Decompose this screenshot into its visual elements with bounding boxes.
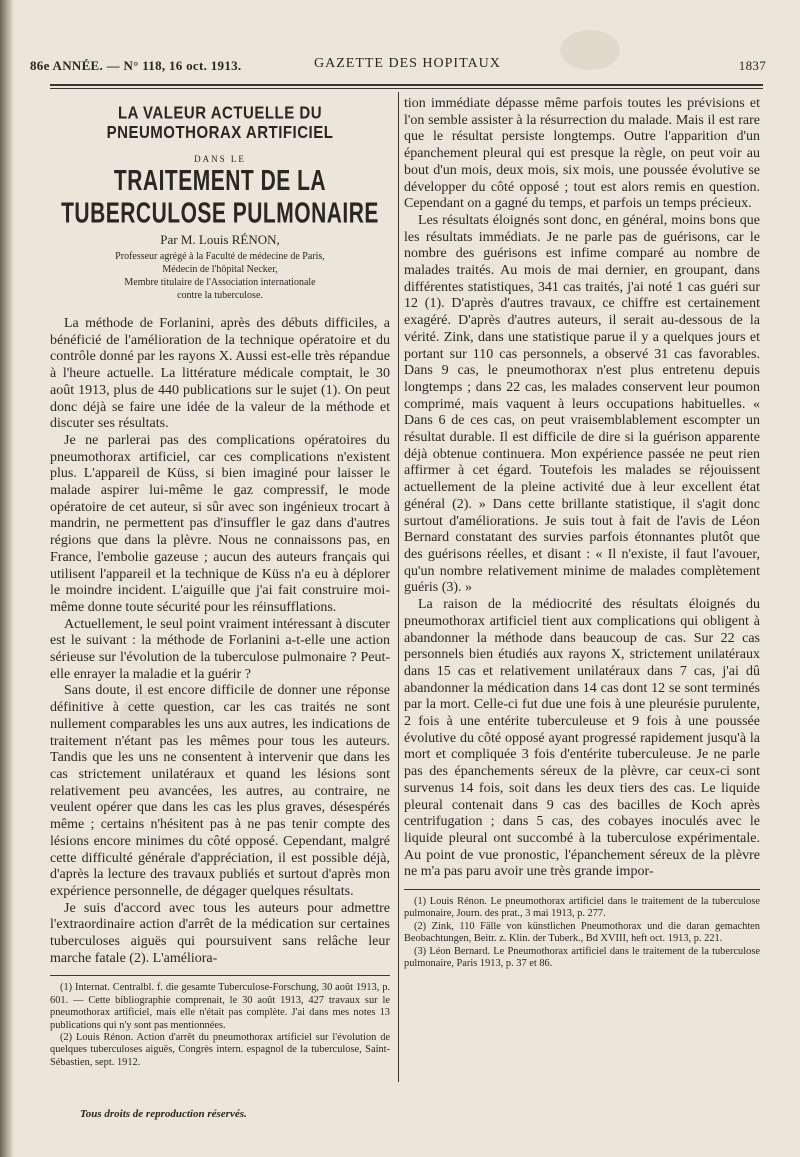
affiliation-line: Médecin de l'hôpital Necker, bbox=[162, 264, 278, 275]
body-paragraph: Actuellement, le seul point vraiment intéressant à discuter est le suivant : la méthode de Forlanini a-t-elle une action sérieuse sur l'évolution de la tuberculose pulmonaire ? Peut-elle enrayer la maladie et la guérir ? bbox=[50, 616, 390, 682]
body-paragraph: Les résultats éloignés sont donc, en général, moins bons que les résultats immédiats. Je ne parle pas de guérisons, car le nombre des guérisons est infime comparé au nombre de malades traités. Au mois de mai dernier, en groupant, dans différentes statistiques, 341 cas traités, j'ai noté 1 cas guéri sur 12 (1). D'après d'autres travaux, ce chiffre est certainement exagéré. D'après d'autres auteurs, il serait au-dessous de la vérité. Zink, dans une statistique parue il y a quelques jours et portant sur 110 cas personnels, a observé 31 cas favorables. Dans 9 cas, le pneumothorax n'est plus entretenu depuis longtemps ; dans 22 cas, les malades conservent leur poumon comprimé, mais vaquent à leurs occupations habituelles. « Dans 6 de ces cas, on peut vraisemblablement escompter un résultat durable. Il est difficile de dire si la guérison apparente déjà obtenue continuera. Mon expérience passée ne peut rien affirmer à cet égard. Toutefois les malades se réjouissent actuellement de la pleine activité due à leur excellent état général (2). » Dans cette brillante statistique, il s'agit donc surtout d'améliorations. Je suis tout à fait de l'avis de Léon Bernard constatant des survies parfois étonnantes plutôt que des guérisons réelles, et disant : « Il n'existe, il faut l'avouer, qu'un nombre relativement minime de malades complètement guéris (3). » bbox=[404, 212, 760, 596]
footnote: (2) Louis Rénon. Action d'arrêt du pneumothorax artificiel sur l'évolution de quelques tuberculoses aiguës, Congrès intern. espagnol de la tuberculose, Saint-Sébastien, sept. 1912. bbox=[50, 1032, 390, 1068]
right-footnotes bbox=[404, 896, 760, 970]
running-header bbox=[30, 56, 766, 76]
page-binding-shadow bbox=[0, 0, 14, 1157]
left-body bbox=[50, 316, 390, 967]
footnote: (3) Léon Bernard. Le Pneumothorax artificiel dans le traitement de la tuberculose pulmonaire, Paris 1913, p. 37 et 86. bbox=[404, 945, 760, 970]
footnote-rule bbox=[404, 889, 760, 890]
article-title-line1: LA VALEUR ACTUELLE DU PNEUMOTHORAX ARTIFICIEL bbox=[106, 103, 334, 143]
right-body bbox=[404, 96, 760, 881]
author-byline: Par M. Louis RÉNON, bbox=[160, 232, 280, 247]
footnote: (2) Zink, 110 Fälle von künstlichen Pneumothorax und die daran gemachten Beobachtungen, Beitr. z. Klin. der Tuberk., Bd XVIII, heft oct. 1913, p. 221. bbox=[404, 920, 760, 945]
rights-notice: Tous droits de reproduction réservés. bbox=[80, 1108, 247, 1120]
affiliation-line: Professeur agrégé à la Faculté de médecine de Paris, bbox=[115, 251, 325, 262]
affiliation-line: contre la tuberculose. bbox=[177, 290, 263, 301]
article-title-main: TRAITEMENT DE LA TUBERCULOSE PULMONAIRE bbox=[61, 165, 379, 230]
body-paragraph: Sans doute, il est encore difficile de donner une réponse définitive à cette question, car les cas traités ne sont nullement comparables les uns aux autres, les indications de traitement n'étant pas les mêmes pour tous les auteurs. Tandis que les uns ne consentent à intervenir que dans les cas strictement unilatéraux et quand les lésions sont relativement peu avancées, les autres, au contraire, ne veulent opérer que dans les cas les plus graves, désespérés même ; certains n'hésitent pas à ne pas tenir compte des lésions encore minimes du côté opposé. Cependant, malgré cette difficulté générale d'appréciation, il est possible déjà, d'après la lecture des travaux publiés et surtout d'après mon expérience personnelle, de dégager quelques résultats. bbox=[50, 683, 390, 899]
left-column bbox=[50, 96, 390, 1069]
issue-info: 86e ANNÉE. — N° 118, 16 oct. 1913. bbox=[30, 58, 242, 73]
footnote: (1) Internat. Centralbl. f. die gesamte Tuberculose-Forschung, 30 août 1913, p. 601. — Cette bibliographie comprenait, le 30 août 1913, 427 travaux sur le pneumothorax artificiel, mais elle n'était pas complète. J'ai dans mes notes 13 publications qui n'y sont pas mentionnées. bbox=[50, 982, 390, 1031]
body-paragraph: Je suis d'accord avec tous les auteurs pour admettre l'extraordinaire action d'arrêt de la médication sur certaines tuberculoses aiguës qui poursuivent sans relâche leur marche fatale (2). L'améliora- bbox=[50, 900, 390, 966]
body-paragraph: La raison de la médiocrité des résultats éloignés du pneumothorax artificiel tient aux complications qui obligent à abandonner la méthode dans beaucoup de cas. Sur 22 cas personnels bien étudiés aux rayons X, strictement unilatéraux dans 15 cas et relativement unilatéraux dans 7 cas, j'ai dû abandonner la médication dans 14 cas dont 12 se sont terminés par la mort. Celle-ci fut due une fois à une pleurésie purulente, 2 fois à une entérite tuberculeuse et 9 fois à une poussée évolutive du côté opposé ayant progressé rapidement jusqu'à la mort et compliquée 3 fois d'entérite tuberculeuse. Je ne parle pas des épanchements séreux de la plèvre, car ceux-ci sont survenus 14 fois, soit dans les deux tiers des cas. Le liquide pleural contenait dans 9 cas des bacilles de Koch après centrifugation ; dans 5 cas, des cobayes inoculés avec le liquide pleural ont succombé à la tuberculose expérimentale. Au point de vue pronostic, l'épanchement séreux de la plèvre ne m'a pas paru avoir une très grande impor- bbox=[404, 597, 760, 880]
header-rule-thin bbox=[50, 88, 763, 89]
body-paragraph: La méthode de Forlanini, après des débuts difficiles, a bénéficié de l'amélioration de la technique opératoire et du contrôle donné par les rayons X. Aussi est-elle très répandue à l'heure actuelle. La littérature médicale comptait, le 30 août 1913, plus de 440 publications sur le sujet (1). On peut donc déjà se faire une idée de la valeur de la méthode et discuter ses résultats. bbox=[50, 316, 390, 432]
right-column bbox=[404, 96, 760, 970]
footnote: (1) Louis Rénon. Le pneumothorax artificiel dans le traitement de la tuberculose pulmonaire, Journ. des prat., 3 mai 1913, p. 277. bbox=[404, 896, 760, 920]
body-paragraph: tion immédiate dépasse même parfois toutes les prévisions et l'on semble assister à la résurrection du malade. Mais il est rare que le résultat persiste longtemps. Outre l'apparition d'un épanchement pleural qui est presque la règle, on peut voir au bout d'un mois, deux mois, six mois, une poussée évolutive se développer du côté opposé ; tout est alors remis en question. Cependant on a gagné du temps, et parfois un temps précieux. bbox=[404, 96, 760, 212]
footnote-rule bbox=[50, 975, 390, 976]
column-separator bbox=[398, 92, 399, 1082]
page-number: 1837 bbox=[738, 58, 766, 73]
left-footnotes bbox=[50, 982, 390, 1069]
article-title-line2: DANS LE bbox=[194, 154, 246, 164]
header-rule-thick bbox=[50, 84, 763, 86]
body-paragraph: Je ne parlerai pas des complications opératoires du pneumothorax artificiel, car ces complications n'existent plus. L'appareil de Küss, si bien imaginé pour laisser le malade aspirer lui-même le gaz compressif, le mode opératoire de cet auteur, si sûr avec son ingénieux trocart à mandrin, ne permettent pas d'insuffler le gaz dans d'autres régions que dans la plèvre. Nous ne connaissons pas, en France, l'embolie gazeuse ; aucun des auteurs français qui utilisent l'appareil et la technique de Küss n'a eu à déplorer le moindre incident. L'aiguille que j'ai fait construire moi-même donne toute sécurité pour les réinsufflations. bbox=[50, 432, 390, 615]
affiliation-line: Membre titulaire de l'Association internationale bbox=[124, 277, 316, 288]
journal-name: GAZETTE DES HOPITAUX bbox=[314, 56, 501, 71]
author-affiliation bbox=[50, 250, 390, 302]
